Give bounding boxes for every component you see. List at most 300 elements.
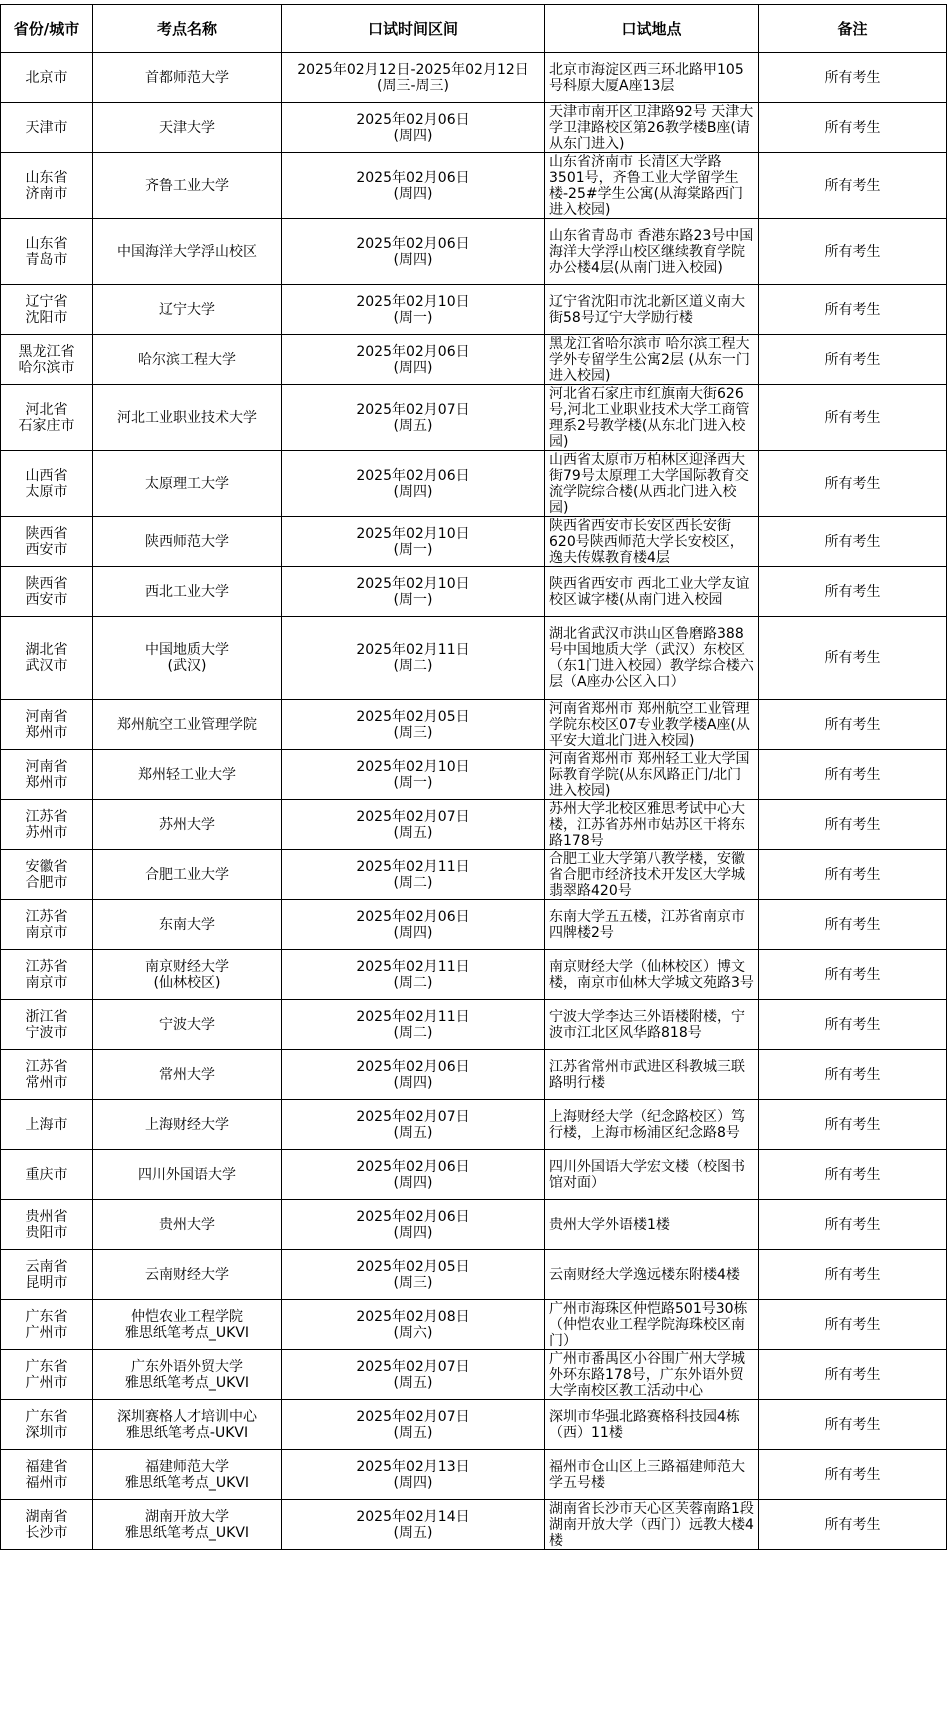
city-line: 郑州市 xyxy=(25,724,68,741)
time-cell xyxy=(282,1100,545,1150)
time-cell xyxy=(282,617,545,700)
center-cell xyxy=(93,1200,282,1250)
exam-date: 2025年02月13日 xyxy=(356,1458,470,1475)
location-text: 山西省太原市万柏林区迎泽西大街79号太原理工大学国际教育交流学院综合楼(从西北门进入校园) xyxy=(549,451,749,516)
time-cell xyxy=(282,1250,545,1300)
exam-weekday: (周一) xyxy=(393,774,433,791)
city-cell xyxy=(1,103,93,153)
city-line: 北京市 xyxy=(25,69,68,86)
center-cell xyxy=(93,1050,282,1100)
time-cell xyxy=(282,1200,545,1250)
exam-weekday: (周四) xyxy=(393,924,433,941)
center-line: 辽宁大学 xyxy=(159,301,215,318)
location-text: 南京财经大学（仙林校区）博文楼，南京市仙林大学城文苑路3号 xyxy=(549,958,754,991)
city-cell xyxy=(1,1050,93,1100)
exam-date: 2025年02月06日 xyxy=(356,343,470,360)
location-text: 陕西省西安市 西北工业大学友谊校区诚字楼(从南门进入校园 xyxy=(549,575,750,608)
center-cell xyxy=(93,900,282,950)
exam-weekday: (周二) xyxy=(393,658,433,674)
table-row xyxy=(1,1300,947,1350)
city-line: 上海市 xyxy=(25,1116,68,1133)
center-line: 湖南开放大学 xyxy=(145,1508,229,1525)
exam-weekday: (周三) xyxy=(393,1274,433,1291)
city-line: 宁波市 xyxy=(25,1024,68,1041)
city-cell xyxy=(1,153,93,219)
city-line: 山西省 xyxy=(25,467,68,484)
exam-weekday: (周三) xyxy=(393,724,433,741)
table-body xyxy=(1,53,947,1550)
exam-weekday: (周四) xyxy=(393,251,433,268)
city-line: 湖北省 xyxy=(25,642,68,658)
location-cell xyxy=(545,700,759,750)
time-cell xyxy=(282,1000,545,1050)
center-line: 上海财经大学 xyxy=(145,1116,229,1133)
location-text: 广州市番禺区小谷围广州大学城外环东路178号，广东外语外贸大学南校区教工活动中心 xyxy=(549,1350,745,1399)
exam-date: 2025年02月07日 xyxy=(356,1408,470,1425)
exam-date: 2025年02月11日 xyxy=(356,958,470,975)
center-cell xyxy=(93,1400,282,1450)
center-line: 首都师范大学 xyxy=(145,69,229,86)
city-line: 南京市 xyxy=(25,924,68,941)
center-line: 雅思纸笔考点_UKVI xyxy=(124,1324,250,1341)
exam-weekday: (周二) xyxy=(393,874,433,891)
city-line: 沈阳市 xyxy=(25,309,68,326)
city-line: 江苏省 xyxy=(25,908,68,925)
city-line: 深圳市 xyxy=(25,1424,68,1441)
center-line: 四川外国语大学 xyxy=(138,1166,236,1183)
city-line: 郑州市 xyxy=(25,774,68,791)
time-cell xyxy=(282,219,545,285)
center-line: 中国海洋大学浮山校区 xyxy=(117,243,257,260)
exam-date: 2025年02月11日 xyxy=(356,642,470,658)
location-text: 宁波大学李达三外语楼附楼，宁波市江北区风华路818号 xyxy=(549,1008,745,1041)
time-cell xyxy=(282,800,545,850)
city-cell xyxy=(1,1500,93,1550)
exam-weekday: (周四) xyxy=(393,359,433,376)
table-row xyxy=(1,900,947,950)
city-cell xyxy=(1,617,93,700)
exam-weekday: (周四) xyxy=(393,127,433,144)
location-text: 河南省郑州市 郑州航空工业管理学院东校区07专业教学楼A座(从平安大道北门进入校园) xyxy=(549,700,750,749)
table-row xyxy=(1,53,947,103)
center-cell xyxy=(93,517,282,567)
location-cell xyxy=(545,1250,759,1300)
note-cell: 所有考生 xyxy=(759,53,947,103)
note-cell: 所有考生 xyxy=(759,285,947,335)
center-cell xyxy=(93,850,282,900)
city-line: 常州市 xyxy=(25,1074,68,1091)
location-cell xyxy=(545,950,759,1000)
exam-date: 2025年02月06日 xyxy=(356,908,470,925)
exam-date: 2025年02月08日 xyxy=(356,1308,470,1325)
note-cell: 所有考生 xyxy=(759,1350,947,1400)
center-cell xyxy=(93,53,282,103)
note-cell: 所有考生 xyxy=(759,950,947,1000)
center-line: 东南大学 xyxy=(159,916,215,933)
center-line: 雅思纸笔考点_UKVI xyxy=(124,1524,250,1541)
location-cell xyxy=(545,1200,759,1250)
location-text: 合肥工业大学第八教学楼，安徽省合肥市经济技术开发区大学城翡翠路420号 xyxy=(549,850,745,899)
exam-date: 2025年02月12日-2025年02月12日 xyxy=(297,61,529,78)
center-cell xyxy=(93,385,282,451)
city-cell xyxy=(1,1350,93,1400)
location-text: 湖南省长沙市天心区芙蓉南路1段湖南开放大学（西门）远教大楼4楼 xyxy=(549,1500,754,1549)
center-line: 陕西师范大学 xyxy=(145,533,229,550)
center-line: 中国地质大学 xyxy=(145,642,229,658)
city-line: 天津市 xyxy=(25,119,68,136)
city-cell xyxy=(1,1400,93,1450)
table-row xyxy=(1,517,947,567)
location-text: 深圳市华强北路赛格科技园4栋（西）11楼 xyxy=(549,1408,740,1441)
exam-date: 2025年02月07日 xyxy=(356,1358,470,1375)
time-cell xyxy=(282,1150,545,1200)
note-cell: 所有考生 xyxy=(759,219,947,285)
exam-date: 2025年02月06日 xyxy=(356,111,470,128)
city-line: 辽宁省 xyxy=(25,293,68,310)
header-time: 口试时间区间 xyxy=(282,5,545,53)
exam-weekday: (周四) xyxy=(393,1474,433,1491)
exam-weekday: (周四) xyxy=(393,1074,433,1091)
note-cell: 所有考生 xyxy=(759,1050,947,1100)
city-line: 河南省 xyxy=(25,708,68,725)
city-cell xyxy=(1,1100,93,1150)
city-line: 南京市 xyxy=(25,974,68,991)
center-line: 西北工业大学 xyxy=(145,583,229,600)
time-cell xyxy=(282,103,545,153)
note-cell: 所有考生 xyxy=(759,567,947,617)
time-cell xyxy=(282,567,545,617)
city-line: 武汉市 xyxy=(25,658,68,674)
center-cell xyxy=(93,285,282,335)
exam-weekday: (周一) xyxy=(393,591,433,608)
location-cell xyxy=(545,53,759,103)
location-cell xyxy=(545,451,759,517)
table-row xyxy=(1,1200,947,1250)
location-cell xyxy=(545,153,759,219)
center-line: 天津大学 xyxy=(159,119,215,136)
exam-date: 2025年02月10日 xyxy=(356,293,470,310)
note-cell: 所有考生 xyxy=(759,617,947,700)
exam-schedule-table xyxy=(0,4,947,1550)
location-text: 云南财经大学逸远楼东附楼4楼 xyxy=(549,1266,740,1283)
table-row xyxy=(1,1450,947,1500)
table-row xyxy=(1,103,947,153)
exam-weekday: (周六) xyxy=(393,1324,433,1341)
location-cell xyxy=(545,800,759,850)
exam-weekday: (周一) xyxy=(393,541,433,558)
city-line: 济南市 xyxy=(25,185,68,202)
header-center: 考点名称 xyxy=(93,5,282,53)
location-cell xyxy=(545,1450,759,1500)
city-line: 合肥市 xyxy=(25,874,68,891)
exam-date: 2025年02月07日 xyxy=(356,1108,470,1125)
time-cell xyxy=(282,1300,545,1350)
city-cell xyxy=(1,1300,93,1350)
exam-date: 2025年02月11日 xyxy=(356,858,470,875)
exam-weekday: (周四) xyxy=(393,1224,433,1241)
exam-date: 2025年02月10日 xyxy=(356,575,470,592)
note-cell: 所有考生 xyxy=(759,1450,947,1500)
city-cell xyxy=(1,1000,93,1050)
table-row xyxy=(1,1250,947,1300)
time-cell xyxy=(282,1400,545,1450)
location-text: 北京市海淀区西三环北路甲105号科原大厦A座13层 xyxy=(549,61,744,94)
exam-weekday: (周五) xyxy=(393,1424,433,1441)
exam-weekday: (周二) xyxy=(393,1024,433,1041)
location-text: 广州市海珠区仲恺路501号30栋（仲恺农业工程学院海珠校区南门） xyxy=(549,1300,748,1349)
note-cell: 所有考生 xyxy=(759,1500,947,1550)
header-row xyxy=(1,5,947,53)
city-line: 广东省 xyxy=(25,1408,68,1425)
city-line: 陕西省 xyxy=(25,575,68,592)
city-line: 河北省 xyxy=(25,401,68,418)
city-cell xyxy=(1,900,93,950)
city-line: 石家庄市 xyxy=(18,417,75,434)
exam-date: 2025年02月06日 xyxy=(356,1058,470,1075)
center-cell xyxy=(93,750,282,800)
time-cell xyxy=(282,850,545,900)
header-location: 口试地点 xyxy=(545,5,759,53)
time-cell xyxy=(282,517,545,567)
location-cell xyxy=(545,103,759,153)
note-cell: 所有考生 xyxy=(759,517,947,567)
header-city: 省份/城市 xyxy=(1,5,93,53)
center-line: 雅思纸笔考点_UKVI xyxy=(124,1374,250,1391)
time-cell xyxy=(282,750,545,800)
table-row xyxy=(1,219,947,285)
location-cell xyxy=(545,567,759,617)
city-line: 贵阳市 xyxy=(25,1224,68,1241)
center-line: 雅思纸笔考点-UKVI xyxy=(125,1424,249,1441)
city-line: 昆明市 xyxy=(25,1274,68,1291)
center-cell xyxy=(93,950,282,1000)
time-cell xyxy=(282,1350,545,1400)
location-text: 山东省青岛市 香港东路23号中国海洋大学浮山校区继续教育学院办公楼4层(从南门进入校园) xyxy=(549,227,754,276)
exam-date: 2025年02月06日 xyxy=(356,1158,470,1175)
city-line: 广州市 xyxy=(25,1374,68,1391)
exam-date: 2025年02月14日 xyxy=(356,1508,470,1525)
center-cell xyxy=(93,1450,282,1500)
center-cell xyxy=(93,1250,282,1300)
center-cell xyxy=(93,1500,282,1550)
note-cell: 所有考生 xyxy=(759,153,947,219)
city-line: 河南省 xyxy=(25,758,68,775)
table-row xyxy=(1,567,947,617)
city-line: 广东省 xyxy=(25,1358,68,1375)
location-cell xyxy=(545,750,759,800)
center-line: 常州大学 xyxy=(159,1066,215,1083)
center-line: 宁波大学 xyxy=(159,1016,215,1033)
city-cell xyxy=(1,385,93,451)
center-cell xyxy=(93,1100,282,1150)
note-cell: 所有考生 xyxy=(759,900,947,950)
location-cell xyxy=(545,850,759,900)
location-text: 黑龙江省哈尔滨市 哈尔滨工程大学外专留学生公寓2层 (从东一门进入校园) xyxy=(549,335,750,384)
center-line: 河北工业职业技术大学 xyxy=(117,409,257,426)
city-line: 西安市 xyxy=(25,591,68,608)
city-line: 江苏省 xyxy=(25,958,68,975)
time-cell xyxy=(282,1450,545,1500)
city-line: 哈尔滨市 xyxy=(18,359,75,376)
time-cell xyxy=(282,1050,545,1100)
city-cell xyxy=(1,1150,93,1200)
location-text: 福州市仓山区上三路福建师范大学五号楼 xyxy=(549,1458,745,1491)
exam-date: 2025年02月06日 xyxy=(356,467,470,484)
city-line: 山东省 xyxy=(25,235,68,252)
center-line: 齐鲁工业大学 xyxy=(145,177,229,194)
center-line: 郑州航空工业管理学院 xyxy=(117,716,257,733)
center-line: (仙林校区) xyxy=(153,974,221,991)
exam-weekday: (周五) xyxy=(393,1374,433,1391)
city-line: 湖南省 xyxy=(25,1508,68,1525)
location-text: 四川外国语大学宏文楼（校图书馆对面） xyxy=(549,1158,745,1191)
city-cell xyxy=(1,1200,93,1250)
exam-date: 2025年02月05日 xyxy=(356,1258,470,1275)
time-cell xyxy=(282,451,545,517)
note-cell: 所有考生 xyxy=(759,1300,947,1350)
location-cell xyxy=(545,1400,759,1450)
center-cell xyxy=(93,1300,282,1350)
note-cell: 所有考生 xyxy=(759,800,947,850)
center-line: 云南财经大学 xyxy=(145,1266,229,1283)
location-cell xyxy=(545,617,759,700)
exam-weekday: (周二) xyxy=(393,974,433,991)
city-cell xyxy=(1,950,93,1000)
exam-weekday: (周五) xyxy=(393,417,433,434)
exam-date: 2025年02月10日 xyxy=(356,758,470,775)
location-cell xyxy=(545,1350,759,1400)
center-cell xyxy=(93,1350,282,1400)
exam-date: 2025年02月05日 xyxy=(356,708,470,725)
center-line: 贵州大学 xyxy=(159,1216,215,1233)
city-line: 福州市 xyxy=(25,1474,68,1491)
time-cell xyxy=(282,153,545,219)
table-row xyxy=(1,800,947,850)
note-cell: 所有考生 xyxy=(759,103,947,153)
center-cell xyxy=(93,1000,282,1050)
center-cell xyxy=(93,1150,282,1200)
city-cell xyxy=(1,451,93,517)
note-cell: 所有考生 xyxy=(759,385,947,451)
center-line: 太原理工大学 xyxy=(145,475,229,492)
city-cell xyxy=(1,850,93,900)
city-cell xyxy=(1,517,93,567)
time-cell xyxy=(282,335,545,385)
center-cell xyxy=(93,153,282,219)
note-cell: 所有考生 xyxy=(759,1400,947,1450)
center-cell xyxy=(93,700,282,750)
table-row xyxy=(1,1100,947,1150)
city-line: 广州市 xyxy=(25,1324,68,1341)
note-cell: 所有考生 xyxy=(759,1000,947,1050)
table-row xyxy=(1,1050,947,1100)
table-row xyxy=(1,700,947,750)
table-row xyxy=(1,335,947,385)
center-cell xyxy=(93,335,282,385)
city-line: 江苏省 xyxy=(25,808,68,825)
exam-weekday: (周五) xyxy=(393,1124,433,1141)
city-line: 黑龙江省 xyxy=(18,343,75,360)
location-cell xyxy=(545,1050,759,1100)
exam-weekday: (周四) xyxy=(393,483,433,500)
location-text: 贵州大学外语楼1楼 xyxy=(549,1216,670,1233)
location-text: 山东省济南市 长清区大学路3501号，齐鲁工业大学留学生楼-25#学生公寓(从海棠路西门进入校园) xyxy=(549,153,744,218)
location-text: 上海财经大学（纪念路校区）笃行楼，上海市杨浦区纪念路8号 xyxy=(549,1108,745,1141)
location-text: 陕西省西安市长安区西长安街620号陕西师范大学长安校区，逸夫传媒教育楼4层 xyxy=(549,517,744,566)
table-row xyxy=(1,1150,947,1200)
note-cell: 所有考生 xyxy=(759,1150,947,1200)
exam-date: 2025年02月07日 xyxy=(356,808,470,825)
time-cell xyxy=(282,1500,545,1550)
center-cell xyxy=(93,617,282,700)
location-text: 河南省郑州市 郑州轻工业大学国际教育学院(从东风路正门/北门进入校园) xyxy=(549,750,750,799)
city-cell xyxy=(1,335,93,385)
note-cell: 所有考生 xyxy=(759,850,947,900)
city-line: 陕西省 xyxy=(25,525,68,542)
exam-weekday: (周五) xyxy=(393,824,433,841)
center-cell xyxy=(93,451,282,517)
location-cell xyxy=(545,1000,759,1050)
center-line: 深圳赛格人才培训中心 xyxy=(117,1408,257,1425)
exam-weekday: (周五) xyxy=(393,1524,433,1541)
note-cell: 所有考生 xyxy=(759,750,947,800)
exam-weekday: (周四) xyxy=(393,1174,433,1191)
table-row xyxy=(1,451,947,517)
location-text: 河北省石家庄市红旗南大街626号,河北工业职业技术大学工商管理系2号教学楼(从东北门进入校园) xyxy=(549,385,750,450)
city-cell xyxy=(1,700,93,750)
city-cell xyxy=(1,53,93,103)
center-line: 合肥工业大学 xyxy=(145,866,229,883)
time-cell xyxy=(282,900,545,950)
location-cell xyxy=(545,1300,759,1350)
note-cell: 所有考生 xyxy=(759,1200,947,1250)
city-line: 广东省 xyxy=(25,1308,68,1325)
exam-date: 2025年02月06日 xyxy=(356,1208,470,1225)
city-cell xyxy=(1,219,93,285)
time-cell xyxy=(282,700,545,750)
city-line: 福建省 xyxy=(25,1458,68,1475)
exam-weekday: (周一) xyxy=(393,309,433,326)
table-row xyxy=(1,385,947,451)
location-cell xyxy=(545,1500,759,1550)
location-cell xyxy=(545,385,759,451)
table-row xyxy=(1,1000,947,1050)
location-text: 苏州大学北校区雅思考试中心大楼，江苏省苏州市姑苏区干将东路178号 xyxy=(549,800,745,849)
center-line: 福建师范大学 xyxy=(145,1458,229,1475)
time-cell xyxy=(282,950,545,1000)
location-text: 东南大学五五楼，江苏省南京市四牌楼2号 xyxy=(549,908,745,941)
note-cell: 所有考生 xyxy=(759,451,947,517)
center-line: 南京财经大学 xyxy=(145,958,229,975)
center-line: 郑州轻工业大学 xyxy=(138,766,236,783)
table-row xyxy=(1,1350,947,1400)
table-row xyxy=(1,1400,947,1450)
location-cell xyxy=(545,900,759,950)
location-cell xyxy=(545,1100,759,1150)
exam-date: 2025年02月06日 xyxy=(356,235,470,252)
note-cell: 所有考生 xyxy=(759,335,947,385)
center-line: 苏州大学 xyxy=(159,816,215,833)
header-note: 备注 xyxy=(759,5,947,53)
center-line: 哈尔滨工程大学 xyxy=(138,351,236,368)
location-cell xyxy=(545,335,759,385)
exam-weekday: (周三-周三) xyxy=(377,77,449,94)
city-cell xyxy=(1,1450,93,1500)
table-row xyxy=(1,850,947,900)
city-cell xyxy=(1,800,93,850)
center-line: 广东外语外贸大学 xyxy=(131,1358,243,1375)
table-row xyxy=(1,1500,947,1550)
